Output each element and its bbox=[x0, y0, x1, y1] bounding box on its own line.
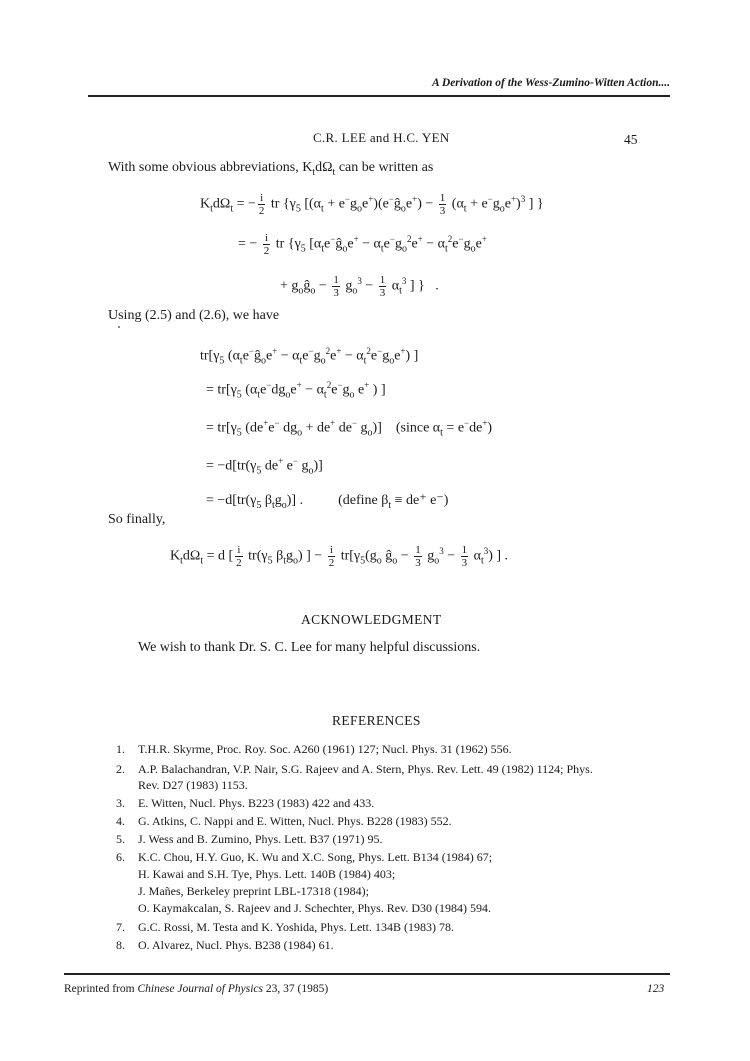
intro-sentence: With some obvious abbreviations, $K_td\Omega_t$ can be written as bbox=[108, 160, 434, 178]
acknowledgment-text: We wish to thank Dr. S. C. Lee for many helpful discussions. bbox=[138, 640, 481, 655]
reference-text: O. Kaymakcalan, S. Rajeev and J. Schechter, Phys. Rev. D30 (1984) 594. bbox=[138, 901, 491, 915]
define-tail: ≡ de⁺ e⁻) bbox=[391, 493, 449, 508]
equation-line-8: = $-d[tr(\gamma_5$ $\beta_tg_o$)] . (define $\beta_t \equiv de^+$ e⁻) bbox=[206, 493, 449, 511]
equation-line-3: + $g_oĝ_o$ − $\frac{1}{3}$ $g_o^3$ − $\frac{1}{3}$ $\alpha_t^3$ ] } . bbox=[280, 274, 439, 299]
reference-text: Rev. D27 (1983) 1153. bbox=[138, 778, 248, 792]
footer-reprinted: Reprinted from bbox=[64, 983, 135, 995]
equation-line-2: = − $\frac{i}{2}$ tr {$\gamma_5$ [$\alpha_te^-ĝ_oe^+ - \alpha_te^-g_o^2e^+ - \alpha_t^2e^-g_oe^+$ bbox=[238, 232, 487, 257]
header-rule bbox=[88, 95, 670, 97]
running-head: A Derivation of the Wess-Zumino-Witten Action.... bbox=[431, 77, 670, 89]
equation-final: $K_td\Omega_t = d$ [ $\frac{i}{2}$ $tr(\gamma_5$ $\beta_tg_o$) ] − $\frac{i}{2}$ $tr[\gamma_5(g_o$ $ĝ_o$ − $\frac{1}{3}$ $g_o^3$ − $\frac{1}{3}$ $\alpha_t^3$) ] . bbox=[170, 544, 509, 569]
reference-number: 2. bbox=[116, 762, 125, 776]
intro-text: With some obvious abbreviations, K bbox=[108, 160, 313, 175]
reference-text: O. Alvarez, Nucl. Phys. B238 (1984) 61. bbox=[138, 938, 334, 952]
authors-line: C.R. LEE and H.C. YEN bbox=[313, 130, 450, 145]
reference-text: A.P. Balachandran, V.P. Nair, S.G. Rajeev and A. Stern, Phys. Rev. Lett. 49 (1982) 1124; Phys. bbox=[138, 762, 593, 776]
reference-number: 1. bbox=[116, 742, 125, 756]
reference-number: 4. bbox=[116, 814, 125, 828]
footer-rule bbox=[64, 973, 670, 975]
reference-text: G. Atkins, C. Nappi and E. Witten, Nucl. Phys. B228 (1983) 552. bbox=[138, 814, 452, 828]
footer-page-number: 123 bbox=[647, 983, 665, 995]
reference-text: E. Witten, Nucl. Phys. B223 (1983) 422 and 433. bbox=[138, 796, 375, 810]
reference-text: H. Kawai and S.H. Tye, Phys. Lett. 140B (1984) 403; bbox=[138, 867, 396, 881]
footer-citation bbox=[64, 983, 328, 995]
using-sentence: Using (2.5) and (2.6), we have bbox=[108, 308, 280, 323]
footer-volume: 23, 37 (1985) bbox=[262, 983, 329, 995]
reference-number: 5. bbox=[116, 832, 125, 846]
equation-line-4: $tr[\gamma_5$ $(\alpha_te^-ĝ_oe^+ - \alpha_te^-g_o^2e^+ - \alpha_t^2e^-g_oe^+)$ ] bbox=[200, 346, 419, 367]
reference-text: J. Mañes, Berkeley preprint LBL-17318 (1984); bbox=[138, 884, 369, 898]
reference-text: J. Wess and B. Zumino, Phys. Lett. B37 (1971) 95. bbox=[138, 832, 383, 846]
references-heading: REFERENCES bbox=[332, 713, 421, 728]
reference-number: 6. bbox=[116, 850, 125, 864]
footer-journal: Chinese Journal of Physics bbox=[137, 983, 263, 995]
reference-number: 8. bbox=[116, 938, 125, 952]
reference-text: T.H.R. Skyrme, Proc. Roy. Soc. A260 (1961) 127; Nucl. Phys. 31 (1962) 556. bbox=[138, 742, 512, 756]
page-number: 45 bbox=[624, 132, 638, 147]
equation-line-5: = $tr[\gamma_5$ ($\alpha_te^-dg_oe^+ - \alpha_t^2e^-g_o$ e+ ) ] bbox=[206, 380, 386, 401]
speck bbox=[118, 326, 120, 328]
reference-text: G.C. Rossi, M. Testa and K. Yoshida, Phys. Lett. 134B (1983) 78. bbox=[138, 920, 454, 934]
reference-text: K.C. Chou, H.Y. Guo, K. Wu and X.C. Song, Phys. Lett. B134 (1984) 67; bbox=[138, 850, 493, 864]
equation-line-1: $K_td\Omega_t$ = − $\frac{i}{2}$ tr {$\gamma_5$ [($\alpha_t$ + $e^-g_oe^+)(e^-ĝ_oe^+)$ − $\frac{1}{3}$ $(\alpha_t + e^-g_oe^+)^3$ ] } bbox=[200, 192, 544, 217]
equation-line-6: = $tr[\gamma_5$ (de+e− $dg_o + de^+$ de− $g_o$)] (since $\alpha_t = e^-de^+$) bbox=[206, 418, 493, 439]
reference-number: 3. bbox=[116, 796, 125, 810]
acknowledgment-heading: ACKNOWLEDGMENT bbox=[301, 612, 442, 627]
so-finally: So finally, bbox=[108, 512, 166, 527]
reference-number: 7. bbox=[116, 920, 125, 934]
since-note: (since α bbox=[395, 420, 441, 436]
define-note: (define β bbox=[338, 493, 389, 508]
intro-tail: can be written as bbox=[335, 160, 434, 175]
equation-line-7: = $-d[tr(\gamma_5$ de+ e− $g_o$)] bbox=[206, 456, 323, 477]
